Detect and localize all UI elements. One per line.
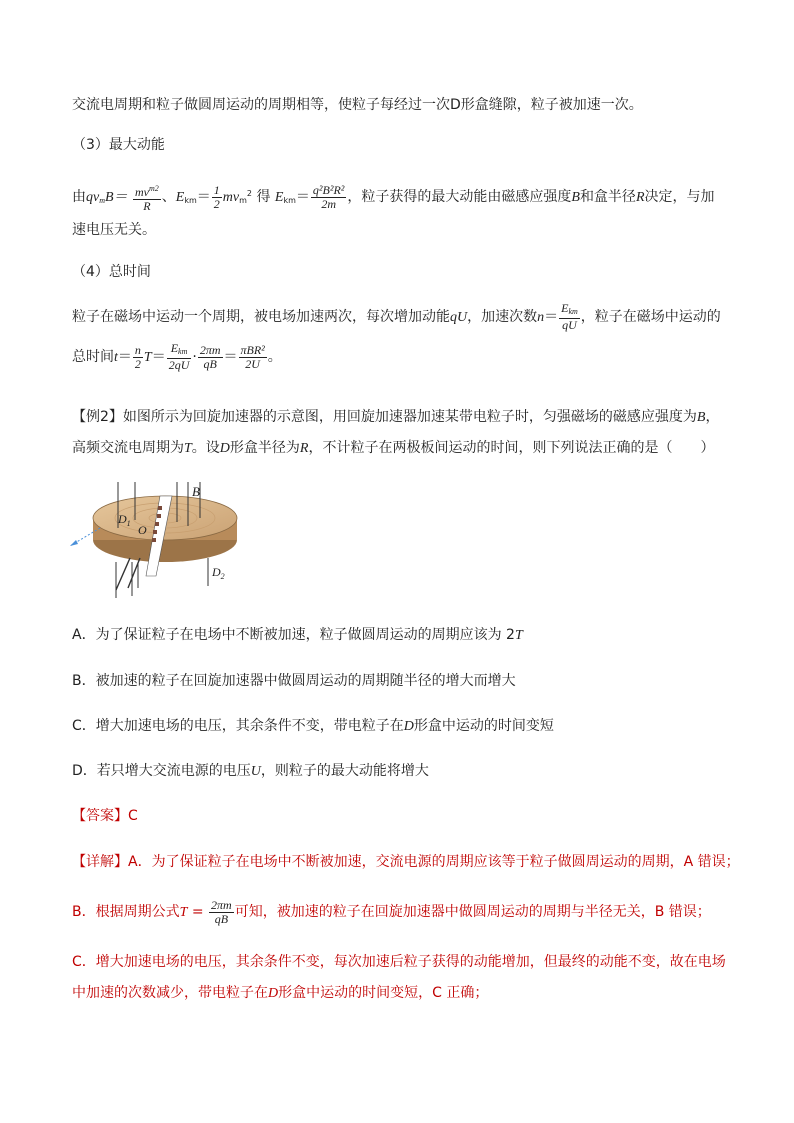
example-question-line2: 高频交流电周期为T。设D形盒半径为R，不计粒子在两极板间运动的时间，则下列说法正确的是（ ） [72,440,715,456]
paragraph-max-energy-formula: 由$qv_mB=$ $\frac{mv^{m2}}{R}$ 、$E_{km}=$ $\frac{1}{2}$ $mv_m^2$ 得 $E_{km}=$ $\frac{\text{q²B²R²}}{2m}$ ，粒子获得的最大动能由磁感应强度B和盒半径R决定，与加 [72,182,715,213]
paragraph-continuation: 速电压无关。 [72,222,156,238]
heading-max-kinetic-energy: （3）最大动能 [72,137,165,153]
fraction: $\frac{n}{2}$ [134,342,141,371]
label-o: O [138,523,147,537]
detail-a: 【详解】A．为了保证粒子在电场中不断被加速，交流电源的周期应该等于粒子做圆周运动的周期，A 错误； [72,854,740,870]
fraction: $\frac{E_{km}}{qU}$ [561,301,578,332]
detail-c-line1: C．增大加速电场的电压，其余条件不变，每次加速后粒子获得的动能增加，但最终的动能不变，故在电场 [72,954,726,970]
option-d: D．若只增大交流电源的电压U，则粒子的最大动能将增大 [72,763,429,779]
detail-c-line2: 中加速的次数减少，带电粒子在D形盒中运动的时间变短，C 正确； [72,985,489,1001]
answer: 【答案】C [72,808,138,824]
cyclotron-diagram [60,478,250,606]
heading-total-time: （4）总时间 [72,264,151,280]
option-b: B．被加速的粒子在回旋加速器中做圆周运动的周期随半径的增大而增大 [72,673,516,689]
fraction: $\frac{1}{2}$ [213,182,220,211]
fraction: $\frac{mv^{m2}}{R}$ [135,183,159,213]
option-c: C．增大加速电场的电压，其余条件不变，带电粒子在D形盒中运动的时间变短 [72,718,554,734]
label-d1: $D_1$ [118,512,131,528]
paragraph-total-time-formula: 总时间t＝ $\frac{n}{2}$ T＝ $\frac{E_{km}}{2qU}$ · $\frac{2\pi m}{qB}$ ＝ $\frac{\text{πBR²}}{2U}$ 。 [72,341,282,372]
option-a: A．为了保证粒子在电场中不断被加速，粒子做圆周运动的周期应该为 2T [72,627,523,643]
label-d2: $D_2$ [212,565,225,581]
fraction: $\frac{\text{q²B²R²}}{2m}$ [312,182,345,211]
example-question-line1: 【例2】如图所示为回旋加速器的示意图，用回旋加速器加速某带电粒子时，匀强磁场的磁感应强度为B， [72,409,720,425]
label-b: B [192,484,200,499]
paragraph-accel-count: 粒子在磁场中运动一个周期，被电场加速两次，每次增加动能qU，加速次数n＝ $\frac{E_{km}}{qU}$ ，粒子在磁场中运动的 [72,301,721,332]
fraction: $\frac{2\pi m}{qB}$ [199,342,221,371]
fraction: $\frac{\text{πBR²}}{2U}$ [240,342,265,371]
paragraph-period: 交流电周期和粒子做圆周运动的周期相等，使粒子每经过一次D形盒缝隙，粒子被加速一次。 [72,97,643,113]
fraction: $\frac{2\pi m}{qB}$ [211,897,232,926]
fraction: $\frac{E_{km}}{2qU}$ [168,341,190,372]
detail-b: B．根据周期公式T = $\frac{2\pi m}{qB}$ 可知，被加速的粒子在回旋加速器中做圆周运动的周期与半径无关，B 错误； [72,897,711,926]
